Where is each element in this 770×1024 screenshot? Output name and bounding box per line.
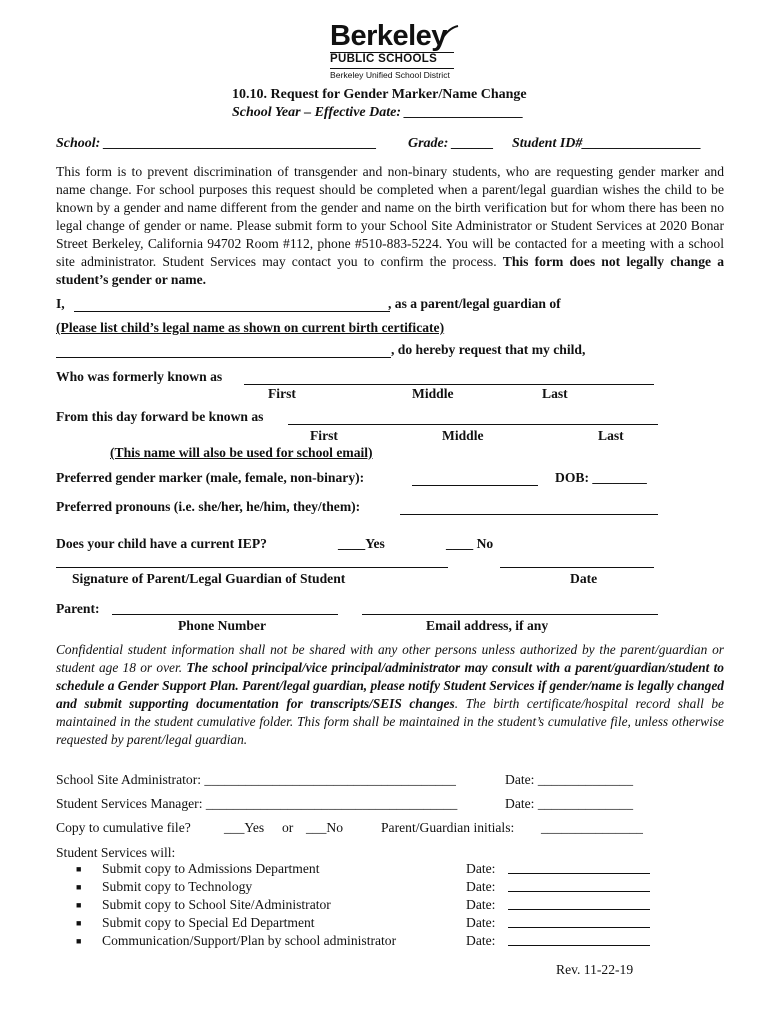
list-item — [76, 878, 676, 896]
formerly-first: First — [268, 386, 296, 401]
guardian-initials-line[interactable]: _______________ — [541, 820, 643, 835]
bullet-icon: ■ — [76, 864, 82, 874]
services-title: Student Services will: — [56, 845, 176, 860]
list-item — [76, 914, 676, 932]
service-date-line[interactable] — [508, 927, 650, 928]
service-item-technology: Submit copy to Technology — [102, 879, 253, 894]
formerly-last: Last — [542, 386, 568, 401]
service-item-site-admin: Submit copy to School Site/Administrator — [102, 897, 331, 912]
signature-date-line[interactable] — [500, 567, 654, 568]
child-legal-name-line[interactable] — [56, 357, 391, 358]
parent-label: Parent: — [56, 601, 100, 616]
bullet-icon: ■ — [76, 936, 82, 946]
copy-cumulative-label: Copy to cumulative file? — [56, 820, 191, 835]
logo-district: Berkeley Unified School District — [330, 70, 450, 80]
service-date-line[interactable] — [508, 873, 650, 874]
logo-rule-2 — [330, 68, 454, 69]
forward-known-label: From this day forward be known as — [56, 409, 264, 424]
service-item-communication: Communication/Support/Plan by school administrator — [102, 933, 397, 948]
service-date-label: Date: — [466, 879, 496, 894]
email-address-label: Email address, if any — [426, 618, 549, 633]
bullet-icon: ■ — [76, 882, 82, 892]
grade-field[interactable]: Grade: ______ — [408, 136, 494, 151]
service-date-line[interactable] — [508, 891, 650, 892]
signature-date-label: Date — [570, 571, 598, 586]
gender-marker-line[interactable] — [412, 485, 538, 486]
pronouns-label: Preferred pronouns (i.e. she/her, he/him, they/them): — [56, 499, 361, 514]
as-guardian-text: , as a parent/legal guardian of — [388, 296, 561, 311]
copy-yes-option[interactable]: ___Yes — [224, 820, 265, 835]
service-date-label: Date: — [466, 915, 496, 930]
bullet-icon: ■ — [76, 900, 82, 910]
school-field[interactable]: School: _______________________________________ — [56, 136, 377, 151]
intro-text: This form is to prevent discrimination of transgender and non-binary students, who are requesting gender marker and name change. For school purposes this request should be completed when a parent/legal guardian wishes the child to be known by a gender and name different from the gender and name on the birth verification but for whom there has been no legal change of gender or name. Please submit form to your School Site Administrator or Student Services at 2020 Bonar Street Berkeley, California 94702 Room #112, phone #510-883-5224. You will be contacted for a meeting with a school site administrator. Student Services may contact you to confirm the process. — [56, 164, 724, 269]
services-manager-date[interactable]: Date: ______________ — [505, 796, 633, 811]
email-name-note: (This name will also be used for school email) — [110, 445, 373, 460]
copy-or-text: or — [282, 820, 294, 835]
form-title: 10.10. Request for Gender Marker/Name Change — [232, 87, 527, 102]
list-item — [76, 896, 676, 914]
services-list — [76, 860, 676, 950]
forward-last: Last — [598, 428, 624, 443]
legal-name-instruction: (Please list child’s legal name as shown on current birth certificate) — [56, 320, 445, 335]
service-item-admissions: Submit copy to Admissions Department — [102, 861, 320, 876]
intro-bold-notice: This form does not legally change a student’s gender or name. — [56, 254, 724, 287]
forward-name-line[interactable] — [288, 424, 658, 425]
confidentiality-notice — [56, 641, 724, 749]
school-year-line: School Year – Effective Date: _________________ — [232, 105, 524, 120]
forward-middle: Middle — [442, 428, 484, 443]
iep-question: Does your child have a current IEP? — [56, 536, 267, 551]
services-manager-field[interactable]: Student Services Manager: _____________________________________ — [56, 796, 458, 811]
formerly-known-label: Who was formerly known as — [56, 369, 223, 384]
service-date-label: Date: — [466, 861, 496, 876]
gender-marker-label: Preferred gender marker (male, female, non-binary): — [56, 470, 365, 485]
parent-email-line[interactable] — [362, 614, 658, 615]
logo-subtitle: PUBLIC SCHOOLS — [330, 53, 438, 65]
service-date-line[interactable] — [508, 945, 650, 946]
formerly-name-line[interactable] — [244, 384, 654, 385]
iep-yes-option[interactable]: ____Yes — [338, 536, 385, 551]
signature-label: Signature of Parent/Legal Guardian of Student — [72, 571, 346, 586]
guardian-initials-label: Parent/Guardian initials: — [381, 820, 515, 835]
student-id-field[interactable]: Student ID#_________________ — [512, 136, 702, 151]
district-logo — [328, 20, 460, 80]
site-admin-date[interactable]: Date: ______________ — [505, 772, 633, 787]
iep-no-option[interactable]: ____ No — [446, 536, 494, 551]
service-item-special-ed: Submit copy to Special Ed Department — [102, 915, 315, 930]
intro-paragraph — [56, 163, 724, 289]
forward-first: First — [310, 428, 338, 443]
service-date-line[interactable] — [508, 909, 650, 910]
pronouns-line[interactable] — [400, 514, 658, 515]
request-text: , do hereby request that my child, — [391, 342, 586, 357]
confidential-part-3: . The birth certificate/hospital record shall be maintained in the student cumulative folder. This form shall be maintained in the student’s cumulative file, unless otherwise requested by parent/legal guardian. — [56, 696, 724, 747]
signature-line[interactable] — [56, 567, 448, 568]
dob-field[interactable]: DOB: ________ — [555, 470, 647, 485]
list-item — [76, 932, 676, 950]
guardian-name-line[interactable] — [74, 311, 390, 312]
phone-number-label: Phone Number — [178, 618, 266, 633]
list-item — [76, 860, 676, 878]
confidential-part-1: Confidential student information shall not be shared with any other persons unless authorized by the parent/guardian or student age 18 or over. — [56, 642, 724, 675]
bullet-icon: ■ — [76, 918, 82, 928]
logo-swoosh-icon — [438, 24, 460, 46]
service-date-label: Date: — [466, 897, 496, 912]
logo-name: Berkeley — [330, 20, 447, 52]
i-label: I, — [56, 296, 65, 311]
copy-no-option[interactable]: ___No — [306, 820, 344, 835]
formerly-middle: Middle — [412, 386, 454, 401]
service-date-label: Date: — [466, 933, 496, 948]
site-admin-field[interactable]: School Site Administrator: _____________________________________ — [56, 772, 456, 787]
confidential-part-2: The school principal/vice principal/administrator may consult with a parent/guardian/student to schedule a Gender Support Plan. Parent/legal guardian, please notify Student Services if gender/name is legally changed and submit supporting documentation for transcripts/SEIS changes — [56, 660, 724, 711]
revision-label: Rev. 11-22-19 — [556, 962, 634, 977]
parent-phone-line[interactable] — [112, 614, 338, 615]
